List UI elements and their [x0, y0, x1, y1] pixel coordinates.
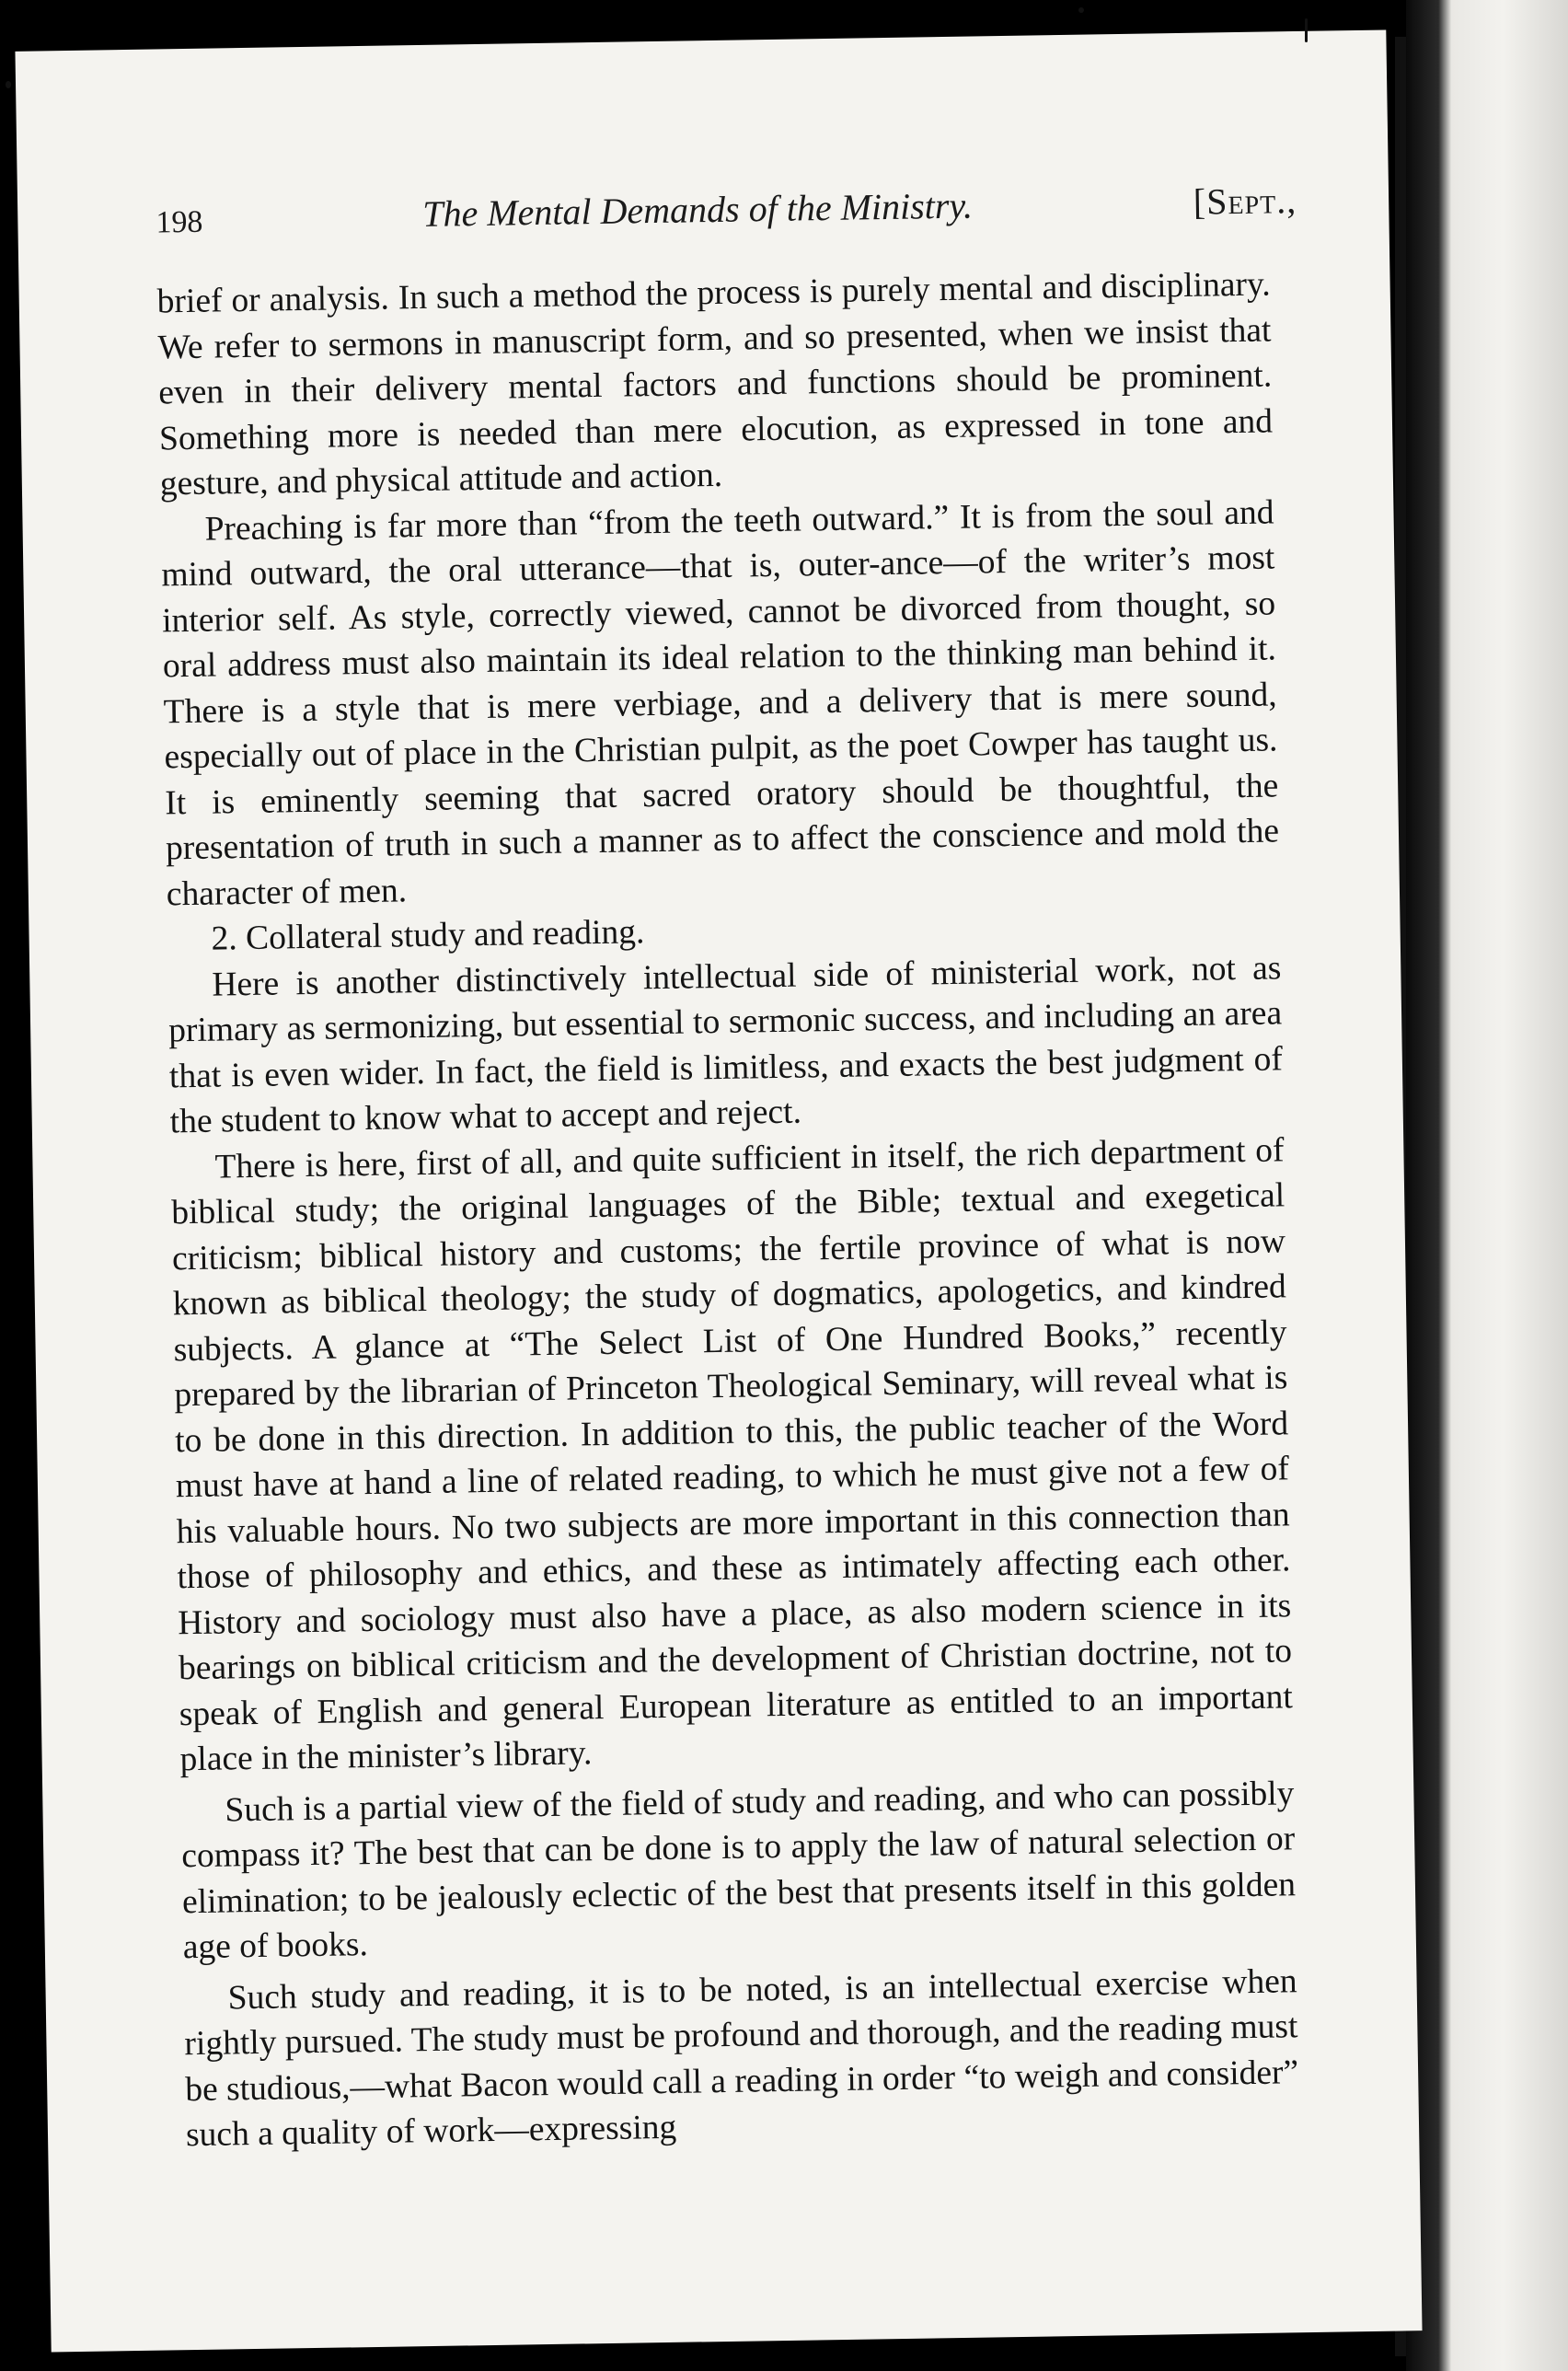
- facing-page-edge: [1406, 0, 1568, 2371]
- scan-speck: [1305, 18, 1308, 42]
- paragraph: Preaching is far more than “from the teeth outward.” It is from the soul and mind outward, the oral utterance—that is, outer-ance—of the writer’s most interior self. As style, correctly viewed, cannot be divorced from thought, so oral address must also maintain its ideal relation to the thinking man behind it. There is a style that is mere verbiage, and a delivery that is mere sound, especially out of place in the Christian pulpit, as the poet Cowper has taught us. It is eminently seeming that sacred oratory should be thoughtful, the presentation of truth in such a manner as to affect the conscience and mold the character of men.: [161, 492, 1280, 913]
- book-page: [15, 29, 1422, 2352]
- paragraph-continued: brief or analysis. In such a method the process is purely mental and disciplinary. We refer to sermons in manuscript form, and so presented, when we insist that even in their delivery mental factors and functions should be prominent. Something more is needed than mere elocution, as expressed in tone and gesture, and physical attitude and action.: [156, 265, 1274, 503]
- page-number: 198: [156, 204, 203, 240]
- body-text: [156, 261, 1299, 2157]
- section-mark-month: Sept.: [1205, 179, 1287, 223]
- section-heading: 2. Collateral study and reading.: [211, 913, 645, 958]
- running-title: The Mental Demands of the Ministry.: [421, 184, 974, 235]
- scan-speck: [6, 81, 11, 88]
- section-mark-close: ,: [1286, 179, 1297, 222]
- page-header: [156, 179, 1297, 251]
- paragraph-continuing: Such study and reading, it is to be noted, is an intellectual exercise when rightly pursued. The study must be profound and thorough, and the reading must be studious,—what Bacon would call a reading in order “to weigh and consider” such a quality of work—expressing: [184, 1961, 1299, 2155]
- section-mark-open: [: [1193, 180, 1207, 223]
- paragraph: Here is another distinctively intellectual side of ministerial work, not as primary as sermonizing, but essential to sermonic success, and including an area that is even wider. In fact, the field is limitless, and exacts the best judgment of the student to know what to accept and reject.: [167, 948, 1284, 1141]
- paragraph: Such is a partial view of the field of study and reading, and who can possibly compass it? The best that can be done is to apply the law of natural selection or elimination; to be jealously eclectic of the best that presents itself in this golden age of books.: [180, 1774, 1297, 1967]
- paragraph: There is here, first of all, and quite sufficient in itself, the rich department of biblical study; the original languages of the Bible; textual and exegetical criticism; biblical history and customs; the fertile province of what is now known as biblical theology; the study of dogmatics, apologetics, and kindred subjects. A glance at “The Select List of One Hundred Books,” recently prepared by the librarian of Princeton Theological Seminary, will reveal what is to be done in this direction. In addition to this, the public teacher of the Word must have at hand a line of related reading, to which he must give not a few of his valuable hours. No two subjects are more important in this connection than those of philosophy and ethics, and these as intimately affecting each other. History and sociology must also have a place, as also modern science in its bearings on biblical criticism and the development of Christian doctrine, not to speak of English and general European literature as entitled to an important place in the minister’s library.: [170, 1130, 1294, 1779]
- section-mark: [1193, 179, 1297, 224]
- scan-speck: [1078, 7, 1084, 13]
